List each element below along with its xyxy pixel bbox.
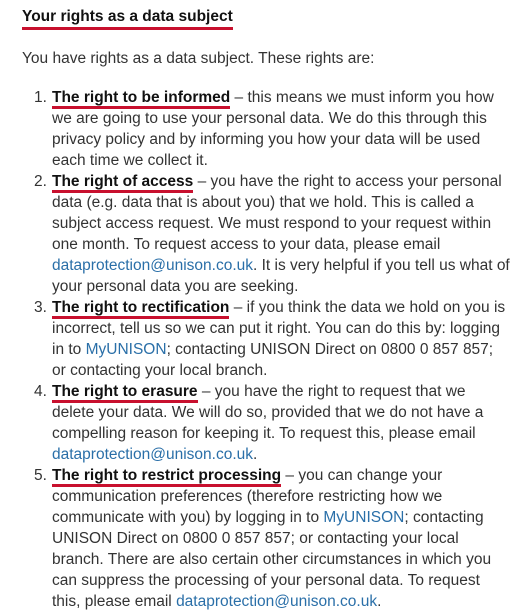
right-item-access bbox=[34, 171, 510, 297]
right-text: – you can change your communication preferences (therefore restricting how we communicate with you) by logging in to bbox=[52, 467, 443, 526]
right-text: ; contacting UNISON Direct on 0800 0 857 857; or contacting your local branch. There are also certain other circumstances in which you can suppress the processing of your personal data. To request this, please email bbox=[52, 509, 492, 610]
right-title-restrict: The right to restrict processing bbox=[52, 467, 281, 487]
list-number: 2. bbox=[34, 173, 47, 190]
right-title-access: The right of access bbox=[52, 173, 193, 193]
right-text: – you have the right to access your personal data (e.g. data that is about you) that we hold. This is called a subject access request. We must respond to your request within one month. To request access to your data, please email bbox=[52, 173, 502, 253]
right-text: ; contacting UNISON Direct on 0800 0 857 857; or contacting your local branch. bbox=[52, 341, 494, 379]
right-item-informed bbox=[34, 87, 510, 171]
email-link[interactable]: dataprotection@unison.co.uk bbox=[52, 446, 254, 463]
myunison-link[interactable]: MyUNISON bbox=[323, 509, 405, 526]
right-title-erasure: The right to erasure bbox=[52, 383, 198, 403]
right-title-informed: The right to be informed bbox=[52, 89, 230, 109]
right-text: – this means we must inform you how we are going to use your personal data. We do this through this privacy policy and by informing you how your data will be used each time we collect it. bbox=[52, 89, 494, 169]
right-text: – you have the right to request that we delete your data. We will do so, provided that we do not have a compelling reason for keeping it. To request this, please email bbox=[52, 383, 484, 442]
right-item-restrict bbox=[34, 465, 510, 612]
right-text: – if you think the data we hold on you is incorrect, tell us so we can put it right. You can do this by: logging in to bbox=[52, 299, 506, 358]
right-item-erasure bbox=[34, 381, 510, 465]
right-title-rectification: The right to rectification bbox=[52, 299, 229, 319]
myunison-link[interactable]: MyUNISON bbox=[85, 341, 167, 358]
right-text: . bbox=[377, 593, 382, 610]
list-number: 5. bbox=[34, 467, 47, 484]
section-heading: Your rights as a data subject bbox=[22, 6, 233, 30]
right-item-rectification bbox=[34, 297, 510, 381]
email-link[interactable]: dataprotection@unison.co.uk bbox=[52, 257, 254, 274]
right-text: . bbox=[253, 446, 258, 463]
right-text: . It is very helpful if you tell us what of your personal data you are seeking. bbox=[52, 257, 510, 295]
list-number: 4. bbox=[34, 383, 47, 400]
intro-text: You have rights as a data subject. These rights are: bbox=[22, 50, 375, 67]
list-number: 3. bbox=[34, 299, 47, 316]
rights-list bbox=[22, 87, 510, 612]
email-link[interactable]: dataprotection@unison.co.uk bbox=[176, 593, 378, 610]
list-number: 1. bbox=[34, 89, 47, 106]
